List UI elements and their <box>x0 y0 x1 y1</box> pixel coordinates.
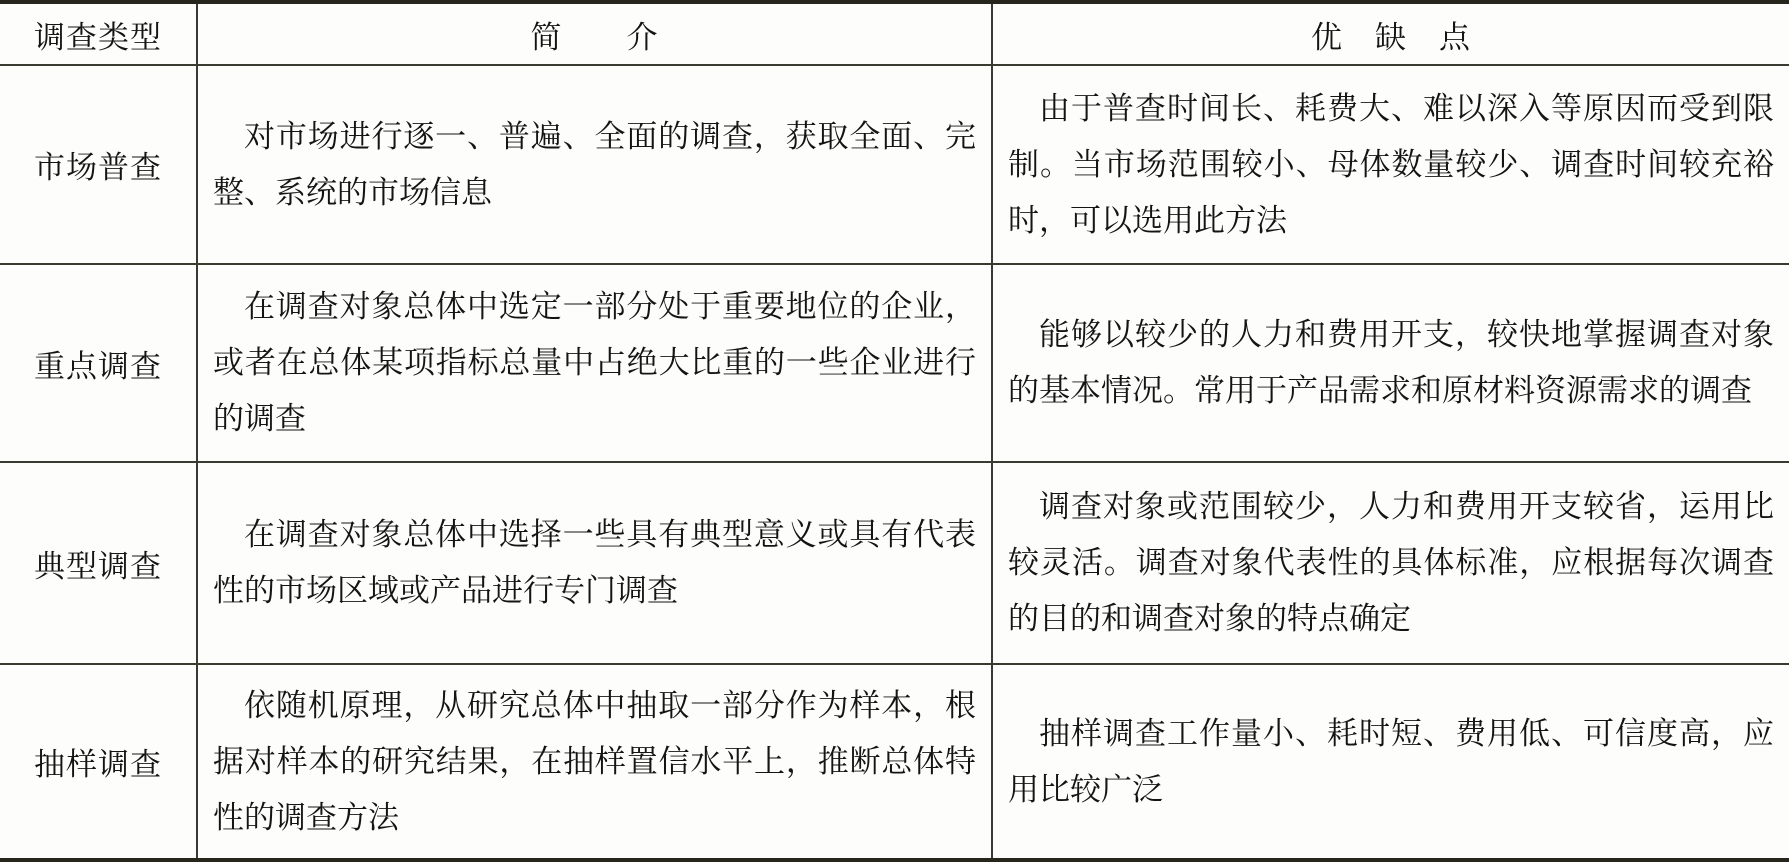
row-market-census-type-cell <box>0 66 198 265</box>
row-sampling-survey-type-cell <box>0 665 198 858</box>
header-cell-pros-cons <box>993 4 1789 66</box>
intro-paragraph: 对市场进行逐一、普遍、全面的调查，获取全面、完整、系统的市场信息 <box>213 118 976 210</box>
header-cell-intro <box>198 4 993 66</box>
row-market-census-pros-cons-cell <box>993 66 1789 265</box>
row-typical-survey-pros-cons-cell <box>993 463 1789 665</box>
row-keypoint-survey-intro-cell <box>198 265 993 463</box>
row-keypoint-survey-type-cell <box>0 265 198 463</box>
row-type-label: 市场普查 <box>34 150 162 185</box>
row-type-label: 典型调查 <box>34 548 162 584</box>
pros-cons-paragraph: 由于普查时间长、耗费大、难以深入等原因而受到限制。当市场范围较小、母体数量较少、调查时间较充裕时，可以选用此方法 <box>1008 90 1774 238</box>
row-typical-survey-intro-cell <box>198 463 993 665</box>
row-market-census-intro-cell <box>198 66 993 265</box>
header-label-pros-cons: 优 缺 点 <box>1311 19 1471 55</box>
row-typical-survey-type-cell <box>0 463 198 665</box>
header-cell-survey-type <box>0 4 198 66</box>
header-label-survey-type: 调查类型 <box>34 19 162 55</box>
row-sampling-survey-intro-cell <box>198 665 993 858</box>
intro-paragraph: 依随机原理，从研究总体中抽取一部分作为样本，根据对样本的研究结果，在抽样置信水平上，推断总体特性的调查方法 <box>213 687 976 835</box>
row-type-label: 重点调查 <box>34 348 162 384</box>
pros-cons-paragraph: 抽样调查工作量小、耗时短、费用低、可信度高，应用比较广泛 <box>1008 715 1774 807</box>
pros-cons-paragraph: 调查对象或范围较少，人力和费用开支较省，运用比较灵活。调查对象代表性的具体标准，应根据每次调查的目的和调查对象的特点确定 <box>1008 489 1774 636</box>
row-type-label: 抽样调查 <box>34 747 162 782</box>
intro-paragraph: 在调查对象总体中选择一些具有典型意义或具有代表性的市场区域或产品进行专门调查 <box>213 517 976 608</box>
row-keypoint-survey-pros-cons-cell <box>993 265 1789 463</box>
intro-paragraph: 在调查对象总体中选定一部分处于重要地位的企业，或者在总体某项指标总量中占绝大比重的一些企业进行的调查 <box>213 289 976 436</box>
pros-cons-paragraph: 能够以较少的人力和费用开支，较快地掌握调查对象的基本情况。常用于产品需求和原材料资源需求的调查 <box>1008 317 1774 408</box>
header-label-intro: 简 介 <box>530 19 659 55</box>
row-sampling-survey-pros-cons-cell <box>993 665 1789 858</box>
